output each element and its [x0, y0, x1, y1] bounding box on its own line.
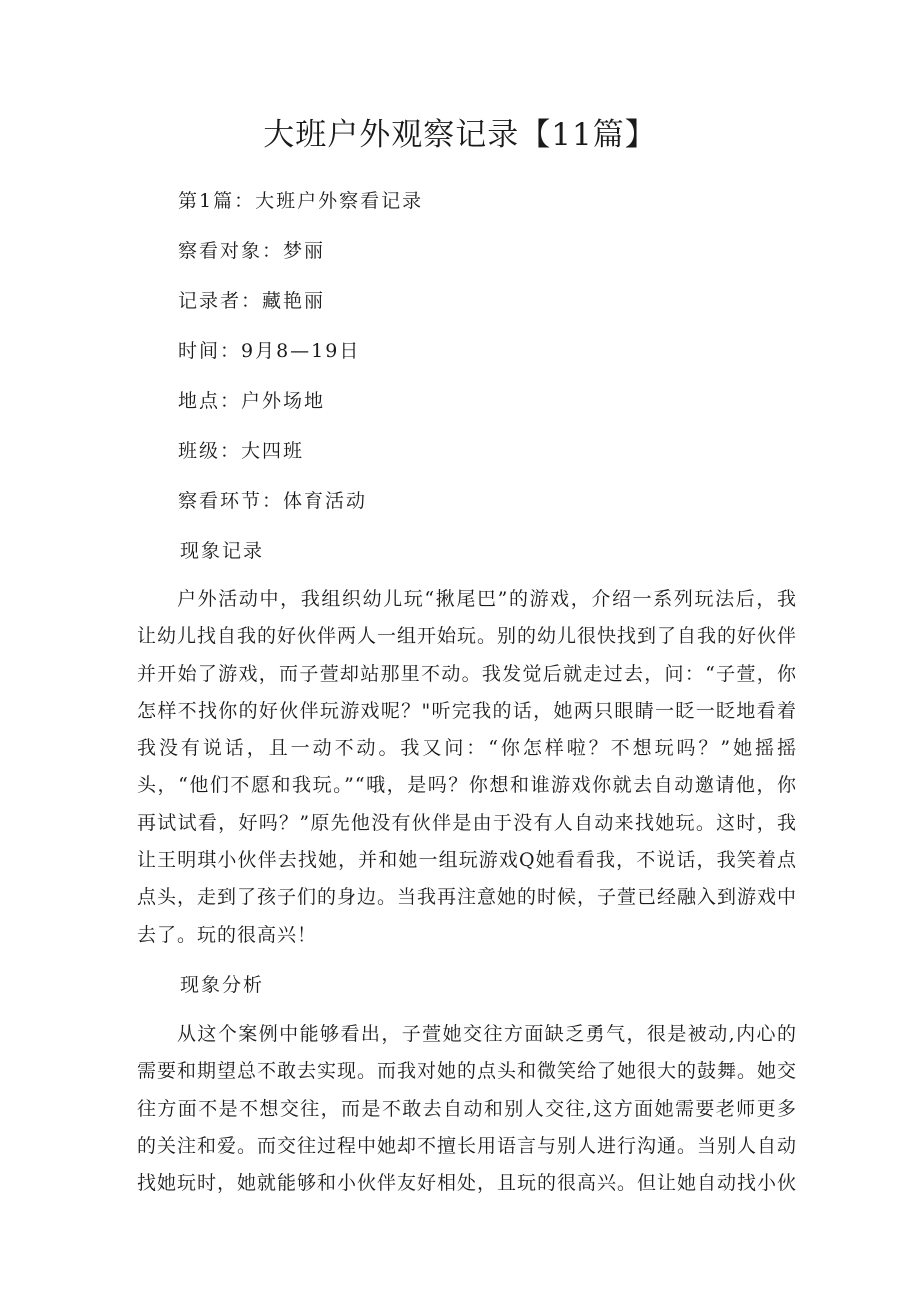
paragraph-analysis: 从这个案例中能够看出，子萱她交往方面缺乏勇气，很是被动,内心的需要和期望总不敢去实现。而我对她的点头和微笑给了她很大的鼓舞。她交往方面不是不想交往，而是不敢去自动和别人交往,这方面她需要老师更多的关注和爱。而交往过程中她却不擅长用语言与别人进行沟通。当别人自动找她玩时，她就能够和小伙伴友好相处，且玩的很高兴。但让她自动找小伙 — [137, 1023, 798, 1195]
meta-chapter: 第1篇：大班户外察看记录 — [178, 190, 424, 212]
meta-recorder: 记录者：藏艳丽 — [178, 290, 326, 312]
meta-subject: 察看对象：梦丽 — [178, 240, 326, 262]
meta-activity: 察看环节：体育活动 — [178, 490, 368, 512]
section-heading-record: 现象记录 — [180, 540, 265, 562]
section-heading-analysis: 现象分析 — [180, 974, 265, 996]
meta-time: 时间：9月8—19日 — [178, 340, 361, 362]
meta-class: 班级：大四班 — [178, 440, 305, 462]
paragraph-record: 户外活动中，我组织幼儿玩“揪尾巴”的游戏，介绍一系列玩法后，我让幼儿找自我的好伙伴两人一组开始玩。别的幼儿很快找到了自我的好伙伴并开始了游戏，而子萱却站那里不动。我发觉后就走过去，问：“子萱，你怎样不找你的好伙伴玩游戏呢？"听完我的话，她两只眼睛一眨一眨地看着我没有说话，且一动不动。我又问：“你怎样啦？不想玩吗？”她摇摇头，“他们不愿和我玩。”“哦，是吗？你想和谁游戏你就去自动邀请他，你再试试看，好吗？”原先他没有伙伴是由于没有人自动来找她玩。这时，我让王明琪小伙伴去找她，并和她一组玩游戏Q她看看我，不说话，我笑着点点头，走到了孩子们的身边。当我再注意她的时候，子萱已经融入到游戏中去了。玩的很高兴！ — [137, 588, 798, 946]
document-title: 大班户外观察记录【11篇】 — [263, 117, 657, 153]
meta-location: 地点：户外场地 — [178, 390, 326, 412]
